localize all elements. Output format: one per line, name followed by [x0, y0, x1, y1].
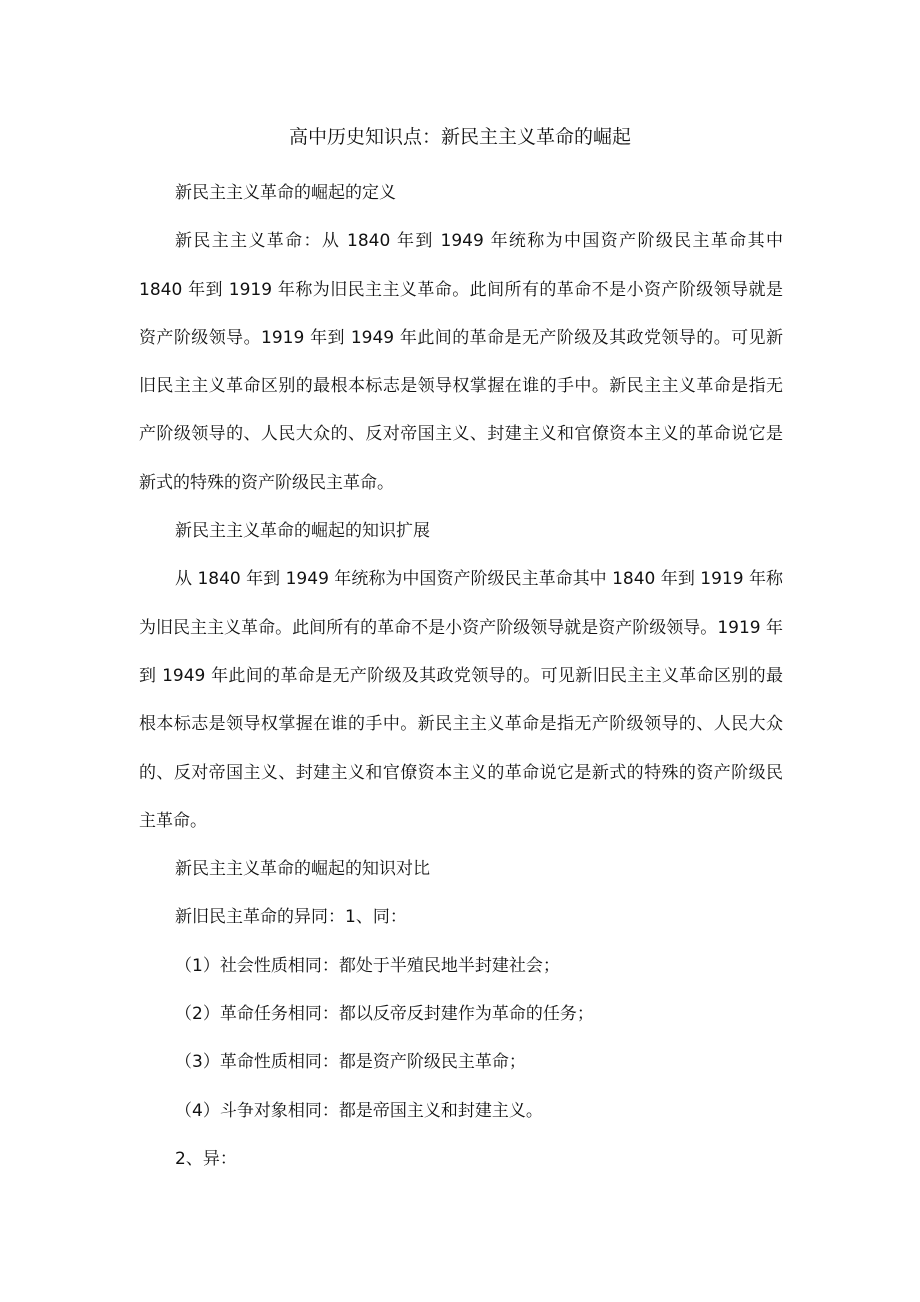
similarity-item-1: （1）社会性质相同：都处于半殖民地半封建社会； [175, 955, 560, 976]
section-heading-extension: 新民主主义革命的崛起的知识扩展 [175, 521, 430, 542]
similarity-item-4: （4）斗争对象相同：都是帝国主义和封建主义。 [175, 1100, 543, 1121]
extension-paragraph: 从 1840 年到 1949 年统称为中国资产阶级民主革命其中 1840 年到 1919 年称为旧民主主义革命。此间所有的革命不是小资产阶级领导就是资产阶级领导。1919 年到 1949 年此间的革命是无产阶级及其政党领导的。可见新旧民主主义革命区别的最根本标志是领导权掌握在谁的手中。新民主主义革命是指无产阶级领导的、人民大众的、反对帝国主义、封建主义和官僚资本主义的革命说它是新式的特殊的资产阶级民主革命。 [139, 569, 783, 831]
similarity-item-3: （3）革命性质相同：都是资产阶级民主革命； [175, 1052, 526, 1073]
definition-paragraph: 新民主主义革命：从 1840 年到 1949 年统称为中国资产阶级民主革命其中 1840 年到 1919 年称为旧民主主义革命。此间所有的革命不是小资产阶级领导就是资产阶级领导。1919 年到 1949 年此间的革命是无产阶级及其政党领导的。可见新旧民主主义革命区别的最根本标志是领导权掌握在谁的手中。新民主主义革命是指无产阶级领导的、人民大众的、反对帝国主义、封建主义和官僚资本主义的革命说它是新式的特殊的资产阶级民主革命。 [139, 231, 783, 493]
section-heading-comparison: 新民主主义革命的崛起的知识对比 [175, 859, 430, 880]
differences-heading: 2、异： [175, 1148, 237, 1169]
section-heading-definition: 新民主主义革命的崛起的定义 [175, 183, 396, 203]
similarity-item-2: （2）革命任务相同：都以反帝反封建作为革命的任务； [175, 1004, 594, 1025]
document-body [139, 169, 783, 1183]
document-title: 高中历史知识点：新民主主义革命的崛起 [288, 126, 631, 148]
comparison-intro: 新旧民主革命的异同：1、同： [175, 907, 407, 928]
